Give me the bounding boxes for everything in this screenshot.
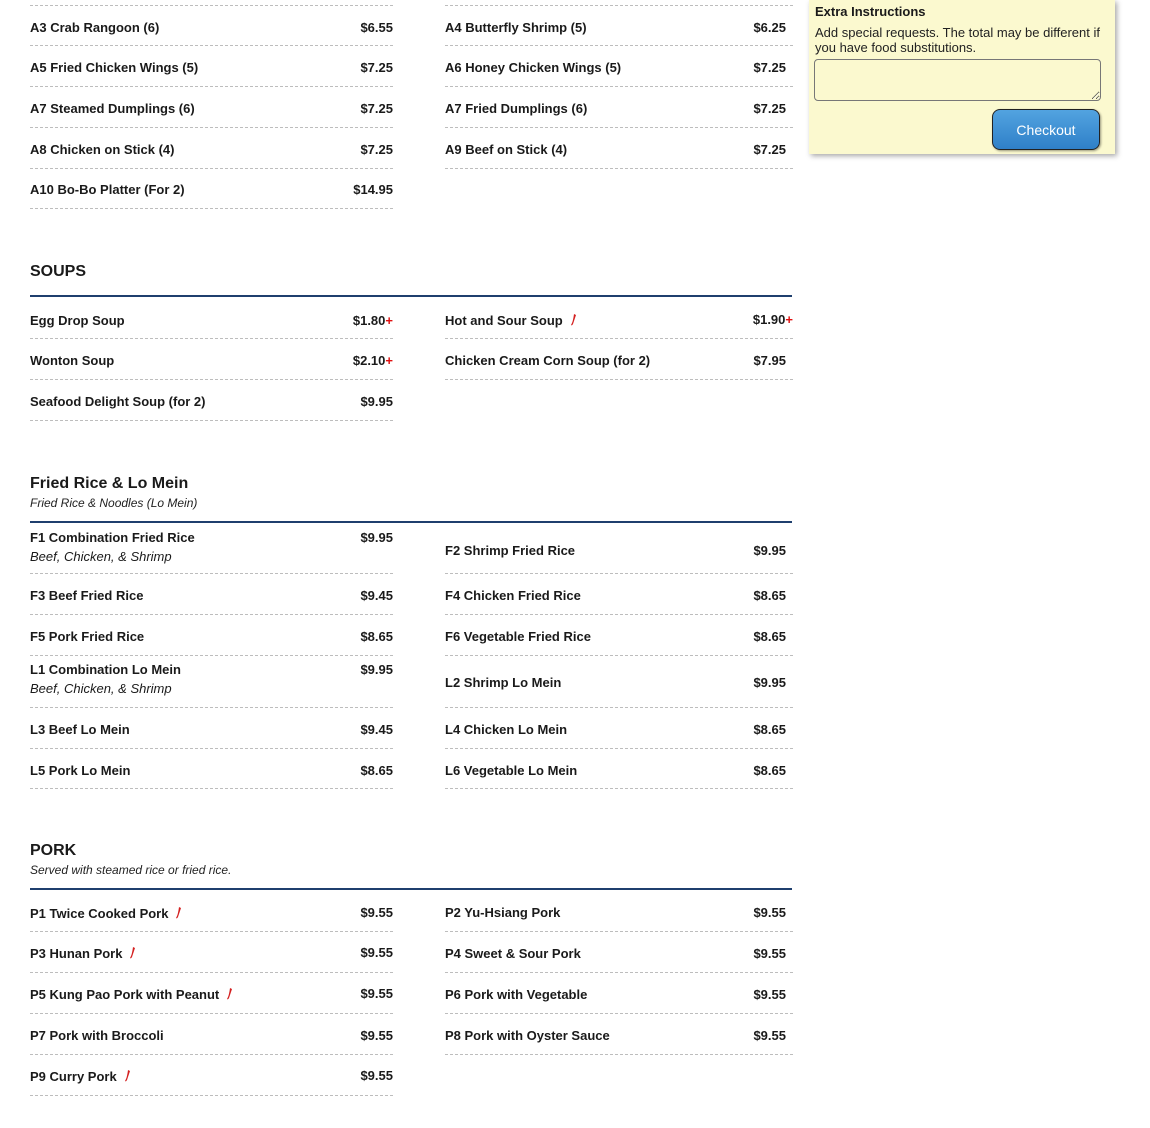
item-price: $7.25 <box>753 142 786 157</box>
menu-item[interactable] <box>30 523 393 574</box>
size-options-plus: + <box>385 313 393 328</box>
item-description: Beef, Chicken, & Shrimp <box>30 549 172 564</box>
extra-instructions-title: Extra Instructions <box>815 4 926 19</box>
item-name: A10 Bo-Bo Platter (For 2) <box>30 182 185 197</box>
menu-item[interactable] <box>30 574 393 615</box>
item-price: $9.45 <box>360 588 393 603</box>
appetizers-grid <box>30 5 793 209</box>
item-price: $1.80+ <box>352 313 393 328</box>
size-options-plus: + <box>785 312 793 327</box>
item-price: $8.65 <box>753 629 786 644</box>
item-name: L2 Shrimp Lo Mein <box>445 675 562 690</box>
item-name: A6 Honey Chicken Wings (5) <box>445 60 622 75</box>
menu-item[interactable] <box>445 973 793 1014</box>
checkout-button[interactable]: Checkout <box>992 109 1100 150</box>
item-name: A4 Butterfly Shrimp (5) <box>445 20 587 35</box>
section-title: PORK <box>30 842 77 859</box>
item-price: $9.95 <box>753 543 786 558</box>
item-name: Egg Drop Soup <box>30 313 125 328</box>
menu-item[interactable] <box>445 339 793 380</box>
item-name: A5 Fried Chicken Wings (5) <box>30 60 199 75</box>
menu-item[interactable] <box>30 708 393 749</box>
item-price: $7.95 <box>753 353 786 368</box>
section-title: Fried Rice & Lo Mein <box>30 475 189 492</box>
item-name: Seafood Delight Soup (for 2) <box>30 394 206 409</box>
item-price: $9.55 <box>360 1068 393 1083</box>
item-name: P1 Twice Cooked Pork <box>30 906 182 921</box>
item-name: F5 Pork Fried Rice <box>30 629 145 644</box>
item-name: P6 Pork with Vegetable <box>445 987 588 1002</box>
menu-item[interactable] <box>445 708 793 749</box>
item-price: $7.25 <box>360 60 393 75</box>
soups-grid <box>30 297 793 421</box>
item-price: $9.55 <box>753 987 786 1002</box>
item-price: $7.25 <box>360 101 393 116</box>
chili-pepper-icon <box>128 947 136 959</box>
menu-item[interactable] <box>445 297 793 339</box>
menu-content <box>30 0 793 1096</box>
item-price: $9.55 <box>360 986 393 1001</box>
item-name: Hot and Sour Soup <box>445 313 577 328</box>
menu-item[interactable] <box>30 656 393 708</box>
item-name: L1 Combination Lo Mein <box>30 662 181 677</box>
item-price: $8.65 <box>360 763 393 778</box>
menu-item[interactable] <box>30 5 393 46</box>
menu-item[interactable] <box>445 615 793 656</box>
item-name: P2 Yu-Hsiang Pork <box>445 905 561 920</box>
item-price: $9.55 <box>753 946 786 961</box>
item-name: A8 Chicken on Stick (4) <box>30 142 175 157</box>
item-price: $7.25 <box>753 60 786 75</box>
item-name: P4 Sweet & Sour Pork <box>445 946 581 961</box>
item-price: $7.25 <box>753 101 786 116</box>
item-name: A7 Steamed Dumplings (6) <box>30 101 195 116</box>
chili-pepper-icon <box>174 907 182 919</box>
item-price: $9.45 <box>360 722 393 737</box>
section-subtitle: Served with steamed rice or fried rice. <box>30 863 232 877</box>
menu-item[interactable] <box>30 973 393 1014</box>
chili-pepper-icon <box>225 988 233 1000</box>
extra-instructions-note: Add special requests. The total may be different if you have food substitutions. <box>815 25 1100 55</box>
menu-item[interactable] <box>445 5 793 46</box>
section-subtitle: Fried Rice & Noodles (Lo Mein) <box>30 496 198 510</box>
menu-item[interactable] <box>445 932 793 973</box>
special-requests-input[interactable] <box>814 59 1101 101</box>
item-price: $2.10+ <box>352 353 393 368</box>
item-price: $14.95 <box>353 182 393 197</box>
item-price: $9.55 <box>753 1028 786 1043</box>
menu-item[interactable] <box>445 87 793 128</box>
menu-item[interactable] <box>30 615 393 656</box>
menu-item[interactable] <box>30 46 393 87</box>
item-name: A7 Fried Dumplings (6) <box>445 101 588 116</box>
menu-item[interactable] <box>445 574 793 615</box>
item-name: P3 Hunan Pork <box>30 946 136 961</box>
item-name: A9 Beef on Stick (4) <box>445 142 568 157</box>
menu-item[interactable] <box>30 890 393 932</box>
item-price: $8.65 <box>753 722 786 737</box>
item-name: F3 Beef Fried Rice <box>30 588 144 603</box>
menu-item[interactable] <box>30 169 393 209</box>
menu-item[interactable] <box>30 297 393 339</box>
soups-header <box>30 262 793 295</box>
item-price: $9.55 <box>753 905 786 920</box>
menu-item[interactable] <box>445 656 793 708</box>
menu-item[interactable] <box>445 523 793 574</box>
menu-item[interactable] <box>445 128 793 169</box>
item-price: $9.55 <box>360 945 393 960</box>
item-name: P7 Pork with Broccoli <box>30 1028 164 1043</box>
item-name: F6 Vegetable Fried Rice <box>445 629 591 644</box>
pork-header <box>30 841 793 888</box>
item-price: $8.65 <box>360 629 393 644</box>
item-price: $6.55 <box>360 20 393 35</box>
item-name: L4 Chicken Lo Mein <box>445 722 568 737</box>
item-price: $8.65 <box>753 588 786 603</box>
cart-panel <box>809 0 1115 154</box>
menu-item[interactable] <box>30 1055 393 1096</box>
item-name: P5 Kung Pao Pork with Peanut <box>30 987 233 1002</box>
item-price: $9.95 <box>360 530 393 545</box>
item-price: $1.90+ <box>752 312 793 327</box>
item-name: A3 Crab Rangoon (6) <box>30 20 160 35</box>
menu-item[interactable] <box>30 932 393 973</box>
chili-pepper-icon <box>123 1070 131 1082</box>
item-name: F1 Combination Fried Rice <box>30 530 195 545</box>
menu-item[interactable] <box>30 128 393 169</box>
item-price: $7.25 <box>360 142 393 157</box>
item-name: L5 Pork Lo Mein <box>30 763 131 778</box>
menu-item[interactable] <box>445 46 793 87</box>
menu-item[interactable] <box>30 87 393 128</box>
item-price: $8.65 <box>753 763 786 778</box>
menu-item[interactable] <box>445 1014 793 1055</box>
menu-item[interactable] <box>445 749 793 789</box>
size-options-plus: + <box>385 353 393 368</box>
item-name: P9 Curry Pork <box>30 1069 131 1084</box>
item-name: L3 Beef Lo Mein <box>30 722 130 737</box>
menu-item[interactable] <box>445 890 793 932</box>
item-name: L6 Vegetable Lo Mein <box>445 763 578 778</box>
item-price: $9.95 <box>753 675 786 690</box>
item-name: F2 Shrimp Fried Rice <box>445 543 576 558</box>
pork-grid <box>30 890 793 1096</box>
friedrice-header <box>30 474 793 521</box>
item-price: $9.95 <box>360 394 393 409</box>
item-price: $9.55 <box>360 905 393 920</box>
menu-item[interactable] <box>30 339 393 380</box>
menu-item[interactable] <box>30 749 393 789</box>
friedrice-grid <box>30 523 793 789</box>
item-name: Wonton Soup <box>30 353 115 368</box>
menu-item[interactable] <box>30 380 393 421</box>
section-title: SOUPS <box>30 263 87 280</box>
chili-pepper-icon <box>569 314 577 326</box>
item-name: P8 Pork with Oyster Sauce <box>445 1028 610 1043</box>
menu-item[interactable] <box>30 1014 393 1055</box>
item-description: Beef, Chicken, & Shrimp <box>30 681 172 696</box>
item-name: Chicken Cream Corn Soup (for 2) <box>445 353 651 368</box>
item-name: F4 Chicken Fried Rice <box>445 588 581 603</box>
item-price: $9.95 <box>360 662 393 677</box>
item-price: $9.55 <box>360 1028 393 1043</box>
item-price: $6.25 <box>753 20 786 35</box>
